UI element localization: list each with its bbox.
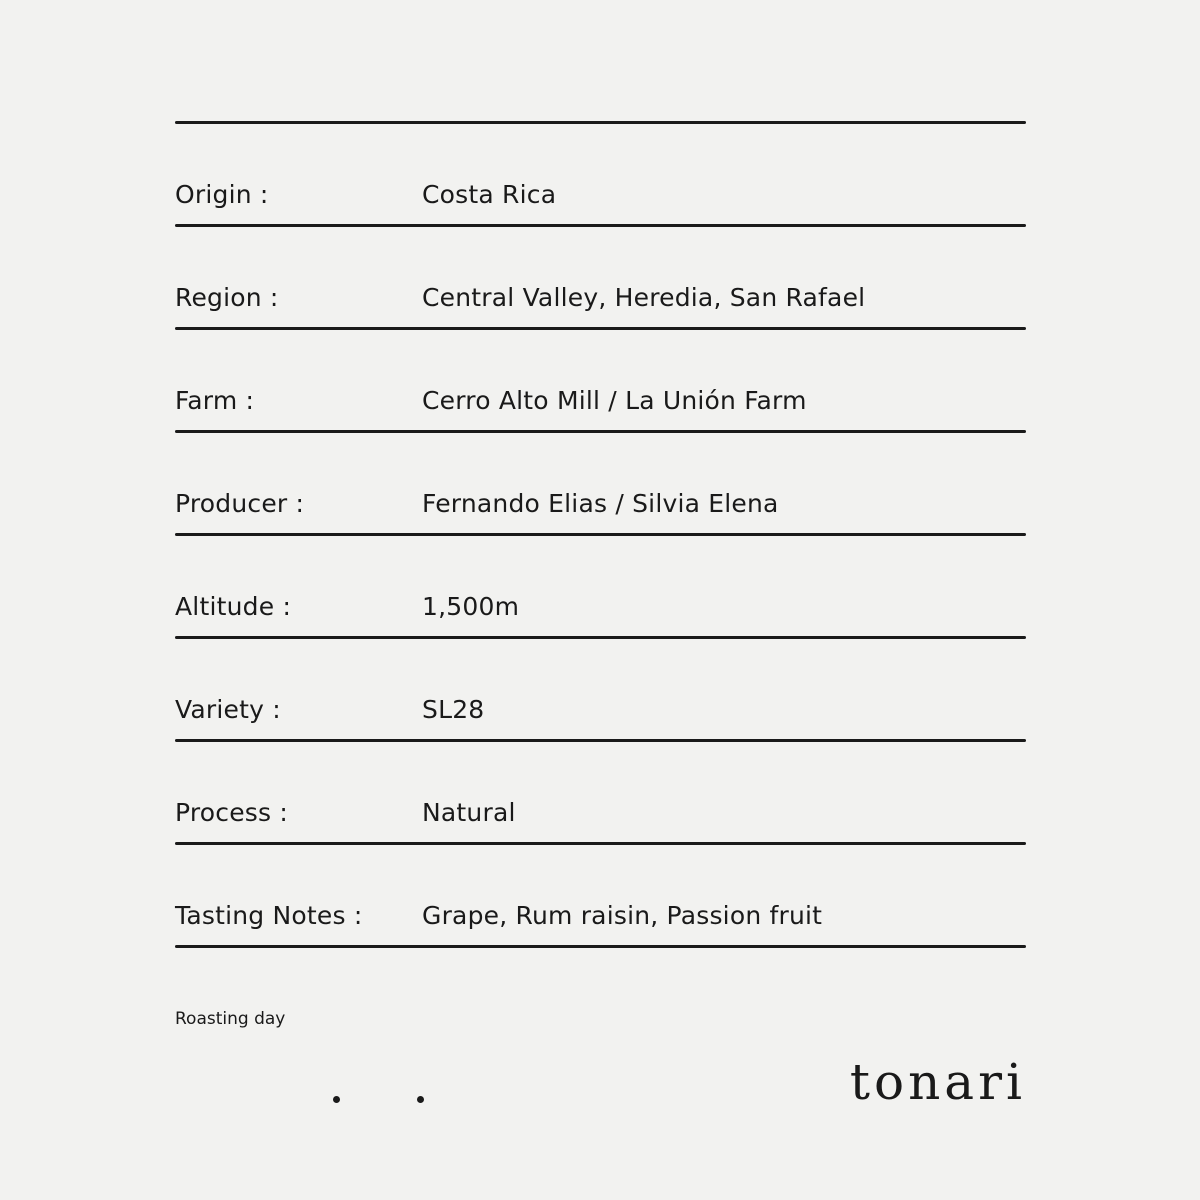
spec-value: Central Valley, Heredia, San Rafael	[422, 283, 866, 312]
spec-label: Origin :	[175, 180, 269, 209]
spec-value: Cerro Alto Mill / La Unión Farm	[422, 386, 807, 415]
spec-row-process	[175, 742, 1026, 845]
spec-row-origin	[175, 124, 1026, 227]
spec-label: Altitude :	[175, 592, 292, 621]
spec-label: Farm :	[175, 386, 255, 415]
spec-row-variety	[175, 639, 1026, 742]
date-separator-dot	[417, 1096, 424, 1103]
coffee-info-card	[175, 121, 1026, 948]
spec-row-tasting-notes	[175, 845, 1026, 948]
spec-row-altitude	[175, 536, 1026, 639]
spec-row-producer	[175, 433, 1026, 536]
row-divider	[175, 945, 1026, 948]
spec-value: SL28	[422, 695, 485, 724]
roasting-day-label: Roasting day	[175, 1009, 286, 1029]
spec-value: Natural	[422, 798, 516, 827]
spec-label: Region :	[175, 283, 279, 312]
spec-value: 1,500m	[422, 592, 520, 621]
spec-row-region	[175, 227, 1026, 330]
spec-label: Tasting Notes :	[175, 901, 363, 930]
brand-logo: tonari	[849, 1053, 1026, 1111]
spec-value: Fernando Elias / Silvia Elena	[422, 489, 779, 518]
spec-row-farm	[175, 330, 1026, 433]
spec-label: Process :	[175, 798, 289, 827]
spec-label: Variety :	[175, 695, 281, 724]
spec-label: Producer :	[175, 489, 305, 518]
spec-value: Grape, Rum raisin, Passion fruit	[422, 901, 823, 930]
date-separator-dot	[333, 1096, 340, 1103]
spec-value: Costa Rica	[422, 180, 557, 209]
